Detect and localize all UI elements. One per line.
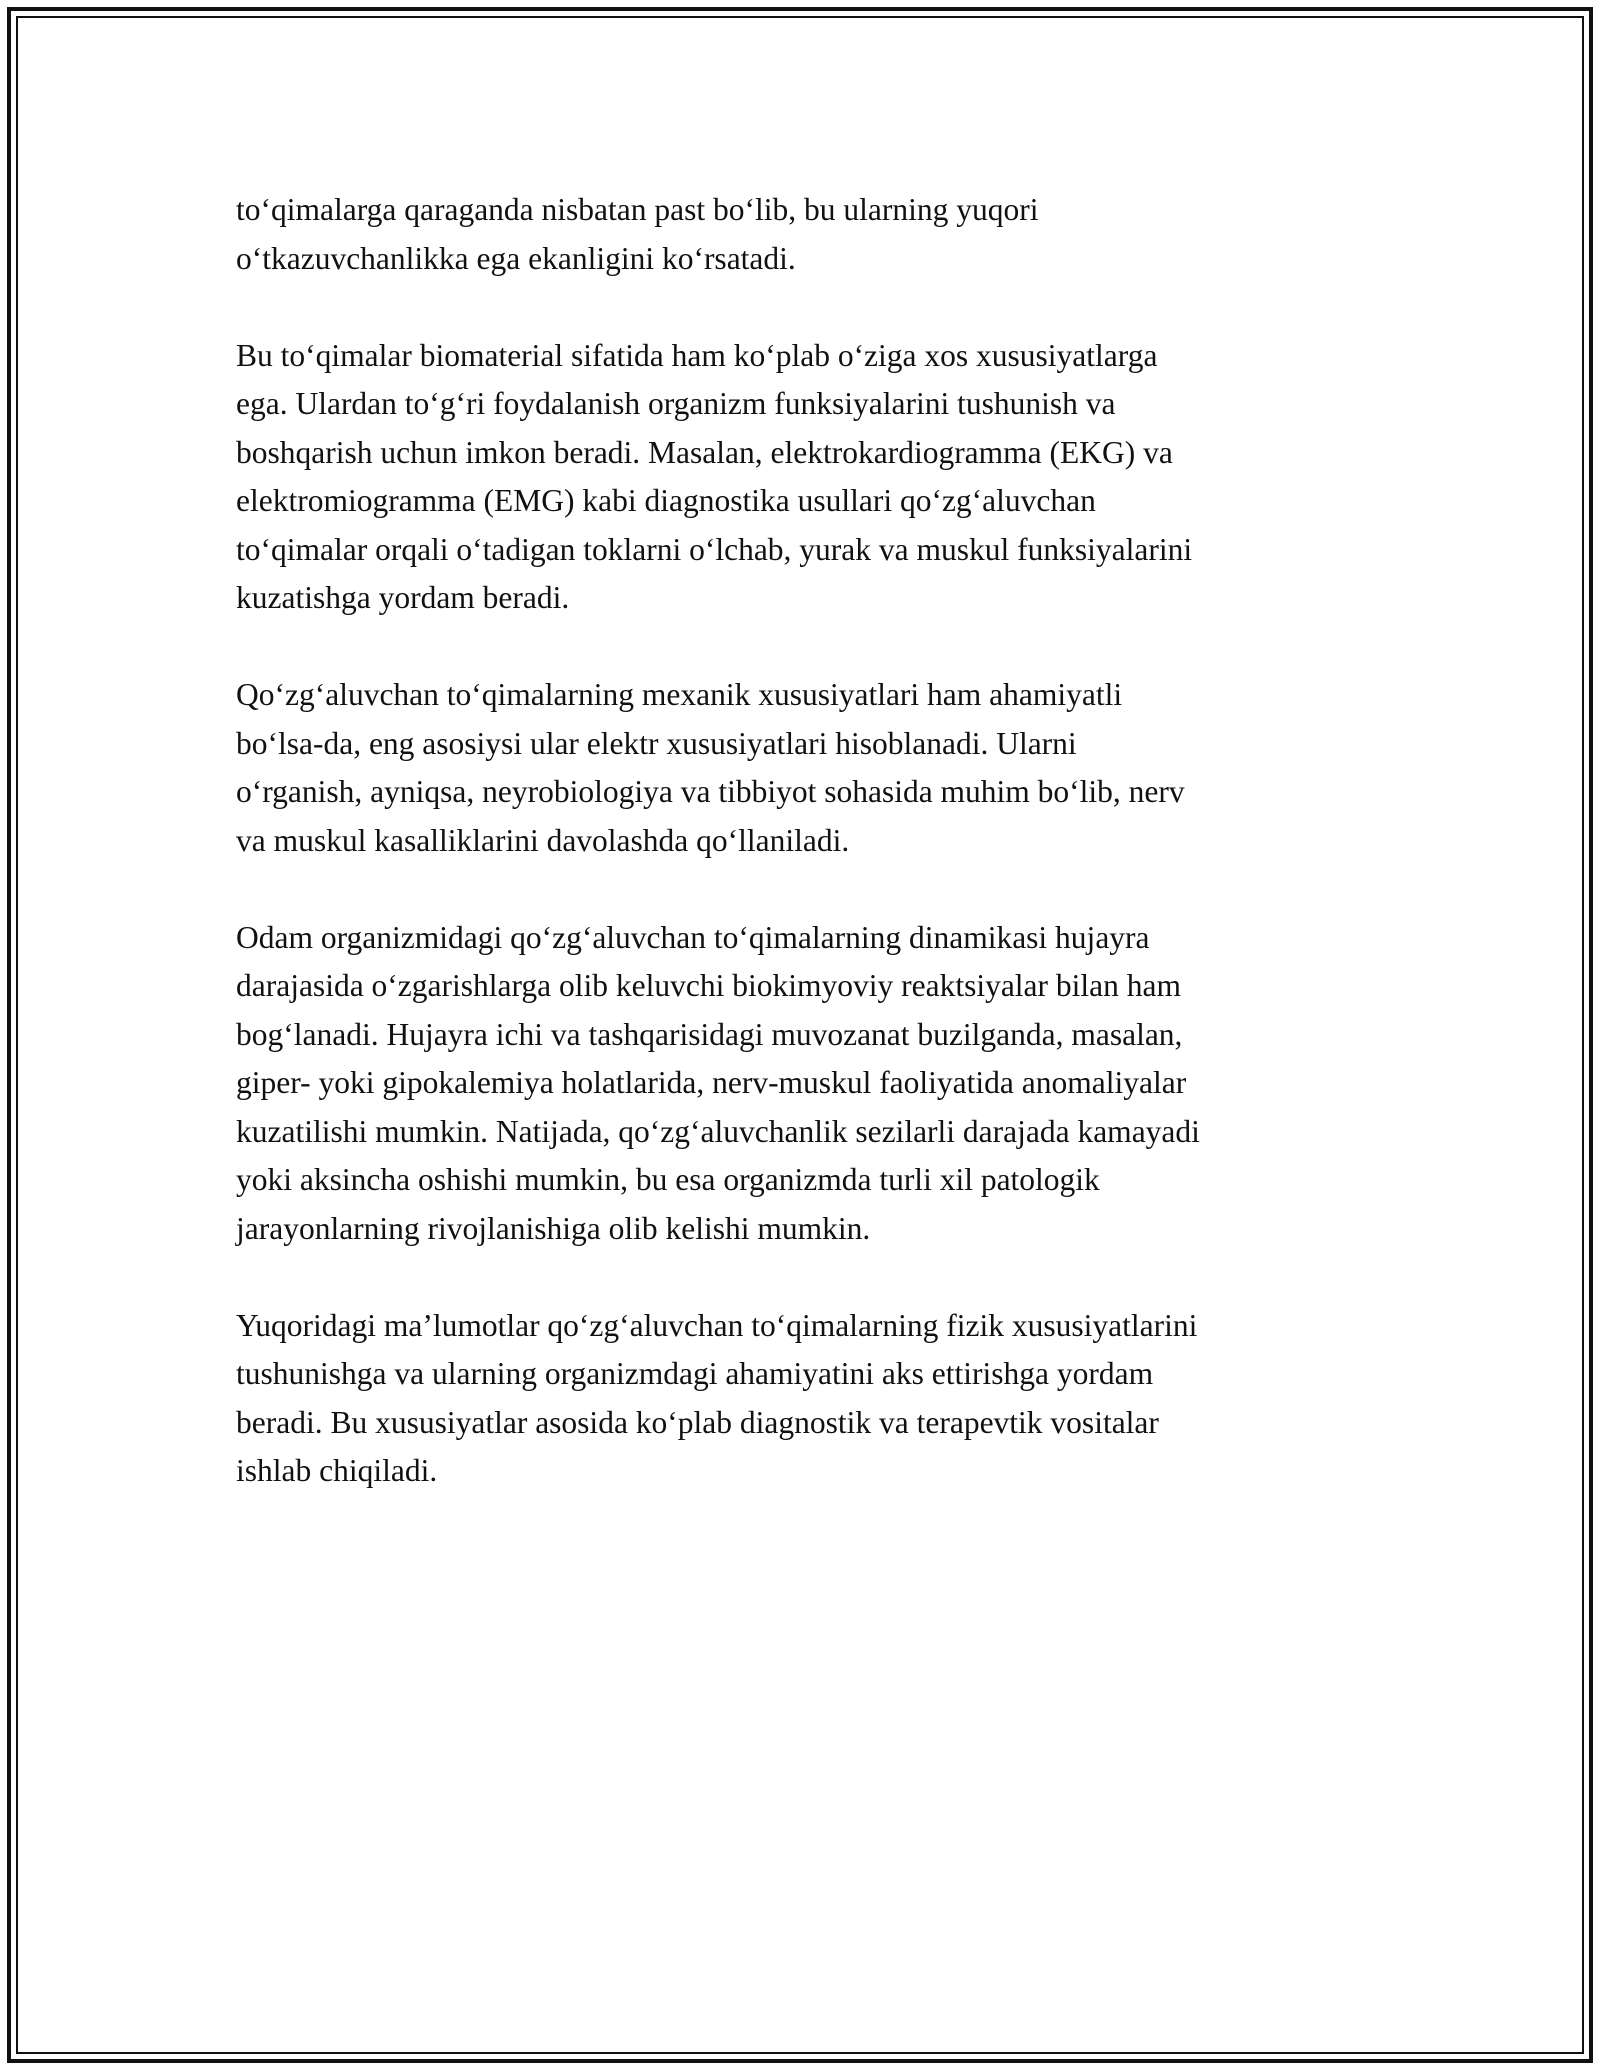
text-line: Bu to‘qimalar biomaterial sifatida ham ko‘plab o‘ziga xos xususiyatlarga [236,337,1158,373]
text-line: boshqarish uchun imkon beradi. Masalan, elektrokardiogramma (EKG) va [236,434,1173,470]
text-line: kuzatishga yordam beradi. [236,580,570,615]
text-line: o‘rganish, ayniqsa, neyrobiologiya va tibbiyot sohasida muhim bo‘lib, nerv [236,774,1185,809]
text-line: bog‘lanadi. Hujayra ichi va tashqarisidagi muvozanat buzilganda, masalan, [236,1016,1183,1052]
text-line: yoki aksincha oshishi mumkin, bu esa organizmda turli xil patologik [236,1162,1100,1197]
text-line: to‘qimalarga qaraganda nisbatan past bo‘lib, bu ularning yuqori [236,192,1039,227]
paragraph-5 [236,1302,1366,1496]
text-line: va muskul kasalliklarini davolashda qo‘llaniladi. [236,822,850,858]
paragraph-3 [236,671,1366,865]
text-line: elektromiogramma (EMG) kabi diagnostika usullari qo‘zg‘aluvchan [236,483,1096,518]
text-line: jarayonlarning rivojlanishiga olib kelishi mumkin. [236,1210,871,1246]
text-line: giper- yoki gipokalemiya holatlarida, nerv-muskul faoliyatida anomaliyalar [236,1065,1187,1100]
text-line: Qo‘zg‘aluvchan to‘qimalarning mexanik xususiyatlari ham ahamiyatli [236,677,1123,712]
text-line: Odam organizmidagi qo‘zg‘aluvchan to‘qimalarning dinamikasi hujayra [236,919,1150,955]
text-line: Yuqoridagi ma’lumotlar qo‘zg‘aluvchan to‘qimalarning fizik xususiyatlarini [236,1307,1198,1343]
document-body [236,186,1366,1544]
text-line: ishlab chiqiladi. [236,1453,438,1488]
paragraph-4 [236,914,1366,1254]
text-line: darajasida o‘zgarishlarga olib keluvchi biokimyoviy reaktsiyalar bilan ham [236,968,1181,1003]
paragraph-2 [236,332,1366,623]
text-line: bo‘lsa-da, eng asosiysi ular elektr xususiyatlari hisoblanadi. Ularni [236,725,1077,761]
text-line: tushunishga va ularning organizmdagi ahamiyatini aks ettirishga yordam [236,1356,1154,1391]
text-line: to‘qimalar orqali o‘tadigan toklarni o‘lchab, yurak va muskul funksiyalarini [236,531,1193,567]
text-line: beradi. Bu xususiyatlar asosida ko‘plab diagnostik va terapevtik vositalar [236,1404,1159,1440]
paragraph-1 [236,186,1366,283]
text-line: ega. Ulardan to‘g‘ri foydalanish organizm funksiyalarini tushunish va [236,386,1116,421]
text-line: kuzatilishi mumkin. Natijada, qo‘zg‘aluvchanlik sezilarli darajada kamayadi [236,1113,1200,1149]
text-line: o‘tkazuvchanlikka ega ekanligini ko‘rsatadi. [236,240,796,276]
